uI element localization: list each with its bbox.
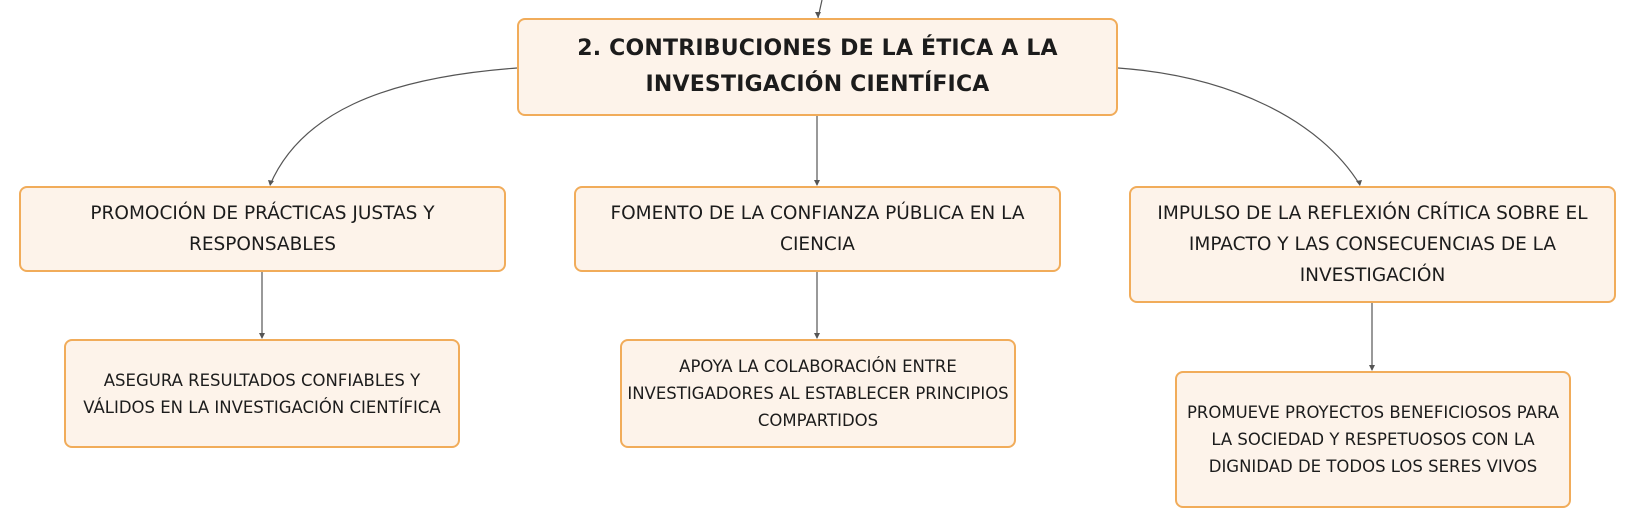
- branch-node-confianza-publica[interactable]: [574, 186, 1061, 272]
- root-topic-node[interactable]: [517, 18, 1118, 116]
- connector-root-to-branch-1: [270, 68, 517, 185]
- child-node-proyectos-beneficiosos[interactable]: [1175, 371, 1571, 508]
- branch-node-text: IMPULSO DE LA REFLEXIÓN CRÍTICA SOBRE EL IMPACTO Y LAS CONSECUENCIAS DE LA INVESTIGACIÓN: [1157, 203, 1588, 286]
- branch-node-text: FOMENTO DE LA CONFIANZA PÚBLICA EN LA CIENCIA: [610, 203, 1025, 255]
- child-node-text: ASEGURA RESULTADOS CONFIABLES Y VÁLIDOS EN LA INVESTIGACIÓN CIENTÍFICA: [83, 370, 441, 417]
- branch-node-practicas-justas[interactable]: [19, 186, 506, 272]
- branch-node-reflexion-critica[interactable]: [1129, 186, 1616, 303]
- child-node-text: APOYA LA COLABORACIÓN ENTRE INVESTIGADORES AL ESTABLECER PRINCIPIOS COMPARTIDOS: [627, 357, 1009, 430]
- root-topic-text: 2. CONTRIBUCIONES DE LA ÉTICA A LA INVESTIGACIÓN CIENTÍFICA: [577, 36, 1058, 97]
- connector-root-to-branch-3: [1118, 68, 1360, 185]
- branch-node-text: PROMOCIÓN DE PRÁCTICAS JUSTAS Y RESPONSABLES: [90, 203, 435, 255]
- child-node-resultados-confiables[interactable]: [64, 339, 460, 448]
- child-node-text: PROMUEVE PROYECTOS BENEFICIOSOS PARA LA SOCIEDAD Y RESPETUOSOS CON LA DIGNIDAD DE TODOS LOS SERES VIVOS: [1186, 403, 1560, 476]
- child-node-colaboracion[interactable]: [620, 339, 1016, 448]
